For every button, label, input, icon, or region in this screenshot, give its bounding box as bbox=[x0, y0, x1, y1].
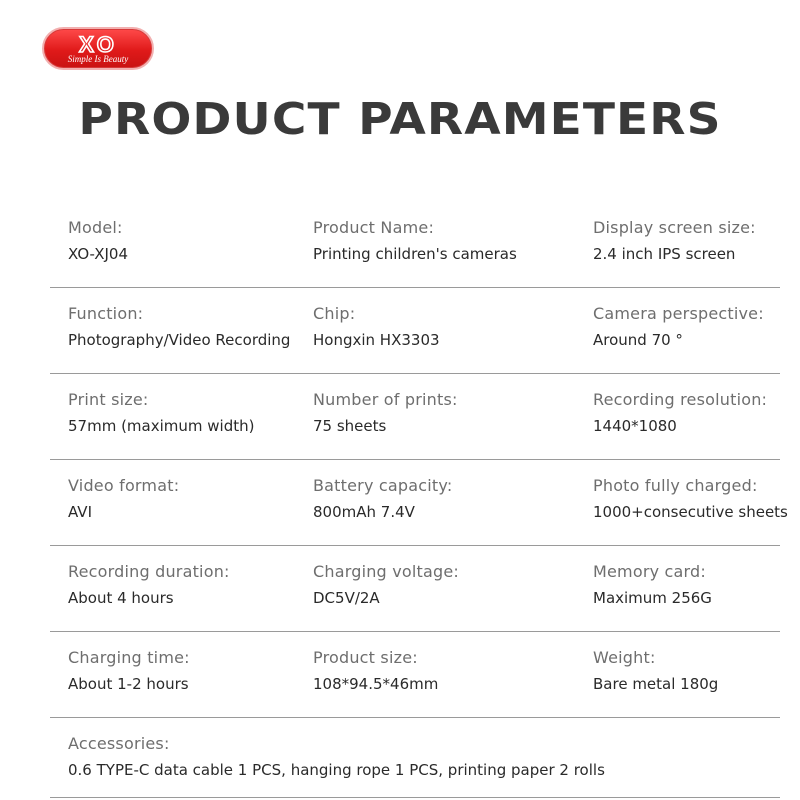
parameter-value: 800mAh 7.4V bbox=[313, 503, 415, 521]
parameter-value: Hongxin HX3303 bbox=[313, 331, 440, 349]
parameter-label: Weight: bbox=[593, 648, 656, 667]
parameter-camera-perspective bbox=[593, 304, 764, 350]
parameter-product-name bbox=[313, 218, 517, 264]
parameter-label: Memory card: bbox=[593, 562, 707, 581]
parameter-value: 108*94.5*46mm bbox=[313, 675, 439, 693]
parameter-charging-voltage bbox=[313, 562, 459, 608]
parameter-value: AVI bbox=[68, 503, 92, 521]
parameter-label: Display screen size: bbox=[593, 218, 756, 237]
parameter-row bbox=[50, 202, 780, 288]
parameter-label: Photo fully charged: bbox=[593, 476, 758, 495]
brand-logo-mark: XO bbox=[79, 32, 117, 57]
page-title: PRODUCT PARAMETERS bbox=[78, 94, 722, 145]
parameter-model bbox=[68, 218, 128, 264]
parameter-function bbox=[68, 304, 290, 350]
parameter-weight bbox=[593, 648, 718, 694]
brand-tagline: Simple Is Beauty bbox=[67, 54, 129, 64]
parameter-label: Video format: bbox=[68, 476, 180, 495]
parameter-row bbox=[50, 374, 780, 460]
parameter-number-of-prints bbox=[313, 390, 458, 436]
parameter-row bbox=[50, 288, 780, 374]
parameter-label: Camera perspective: bbox=[593, 304, 764, 323]
parameter-recording-duration bbox=[68, 562, 230, 608]
parameter-value: Maximum 256G bbox=[593, 589, 712, 607]
parameter-label: Charging voltage: bbox=[313, 562, 459, 581]
parameter-label: Charging time: bbox=[68, 648, 190, 667]
parameter-label: Accessories: bbox=[68, 734, 170, 753]
accessories-row bbox=[50, 718, 780, 798]
parameter-row bbox=[50, 546, 780, 632]
parameter-label: Product Name: bbox=[313, 218, 435, 237]
parameter-value: 1440*1080 bbox=[593, 417, 677, 435]
parameter-product-size bbox=[313, 648, 438, 694]
parameter-value: Printing children's cameras bbox=[313, 245, 517, 263]
parameter-row bbox=[50, 460, 788, 546]
parameter-value: 0.6 TYPE-C data cable 1 PCS, hanging rope 1 PCS, printing paper 2 rolls bbox=[68, 761, 605, 779]
parameter-value: Around 70 ° bbox=[593, 331, 683, 349]
parameter-value: Bare metal 180g bbox=[593, 675, 719, 693]
parameter-display-screen-size bbox=[593, 218, 756, 264]
parameter-value: About 1-2 hours bbox=[68, 675, 189, 693]
parameter-value: XO-XJ04 bbox=[68, 245, 128, 263]
parameter-label: Number of prints: bbox=[313, 390, 458, 409]
parameter-value: Photography/Video Recording bbox=[68, 331, 291, 349]
parameter-value: About 4 hours bbox=[68, 589, 174, 607]
parameter-label: Recording resolution: bbox=[593, 390, 768, 409]
parameter-value: 57mm (maximum width) bbox=[68, 417, 255, 435]
parameter-label: Model: bbox=[68, 218, 123, 237]
parameter-label: Print size: bbox=[68, 390, 149, 409]
parameter-battery-capacity bbox=[313, 476, 452, 522]
parameter-print-size bbox=[68, 390, 254, 436]
parameter-table bbox=[50, 202, 788, 798]
parameter-label: Recording duration: bbox=[68, 562, 230, 581]
parameter-label: Product size: bbox=[313, 648, 418, 667]
parameter-value: 1000+consecutive sheets bbox=[593, 503, 788, 521]
parameter-recording-resolution bbox=[593, 390, 767, 436]
parameter-label: Battery capacity: bbox=[313, 476, 453, 495]
brand-logo bbox=[42, 27, 154, 70]
parameter-value: 2.4 inch IPS screen bbox=[593, 245, 736, 263]
parameter-label: Function: bbox=[68, 304, 144, 323]
parameter-row bbox=[50, 632, 780, 718]
parameter-charging-time bbox=[68, 648, 190, 694]
parameter-memory-card bbox=[593, 562, 712, 608]
parameter-chip bbox=[313, 304, 440, 350]
parameter-photo-fully-charged bbox=[593, 476, 788, 522]
parameter-accessories bbox=[68, 734, 605, 780]
parameter-video-format bbox=[68, 476, 179, 522]
parameter-label: Chip: bbox=[313, 304, 356, 323]
parameter-value: 75 sheets bbox=[313, 417, 387, 435]
parameter-value: DC5V/2A bbox=[313, 589, 380, 607]
